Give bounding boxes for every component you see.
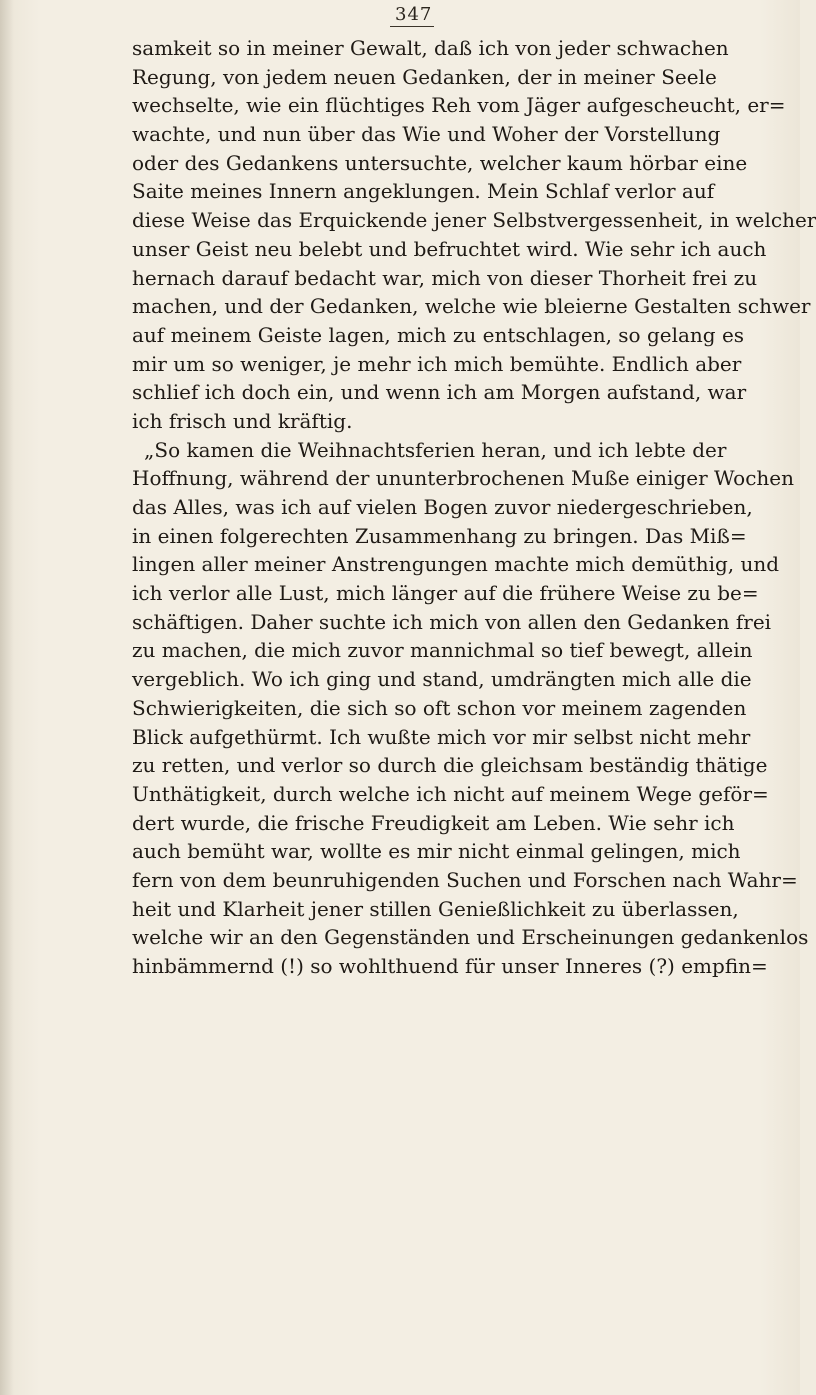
text-line: vergeblich. Wo ich ging und stand, umdrängten mich alle die: [132, 667, 752, 692]
page-number: 347: [395, 4, 433, 25]
text-line: zu machen, die mich zuvor mannichmal so tief bewegt, allein: [132, 638, 753, 663]
text-line: unser Geist neu belebt und befruchtet wird. Wie sehr ich auch: [132, 236, 767, 261]
text-line: zu retten, und verlor so durch die gleichsam beständig thätige: [132, 753, 768, 778]
text-line: machen, und der Gedanken, welche wie bleierne Gestalten schwer: [132, 294, 811, 319]
text-line: oder des Gedankens untersuchte, welcher kaum hörbar eine: [132, 150, 748, 175]
text-line: heit und Klarheit jener stillen Genießlichkeit zu überlassen,: [132, 896, 739, 921]
text-line: fern von dem beunruhigenden Suchen und Forschen nach Wahr=: [132, 867, 798, 892]
header-rule: [390, 26, 434, 27]
text-line: Schwierigkeiten, die sich so oft schon vor meinem zagenden: [132, 695, 747, 720]
text-line: ich verlor alle Lust, mich länger auf die frühere Weise zu be=: [132, 581, 759, 606]
text-line: hernach darauf bedacht war, mich von dieser Thorheit frei zu: [132, 265, 758, 290]
text-line: „So kamen die Weihnachtsferien heran, und ich lebte der: [144, 437, 727, 462]
text-line: dert wurde, die frische Freudigkeit am Leben. Wie sehr ich: [132, 810, 735, 835]
text-line: auf meinem Geiste lagen, mich zu entschlagen, so gelang es: [132, 322, 745, 347]
text-line: lingen aller meiner Anstrengungen machte mich demüthig, und: [132, 552, 780, 577]
text-line: Saite meines Innern angeklungen. Mein Schlaf verlor auf: [132, 179, 715, 204]
text-line: hinbämmernd (!) so wohlthuend für unser Inneres (?) empfin=: [132, 954, 768, 978]
text-line: Regung, von jedem neuen Gedanken, der in meiner Seele: [132, 64, 717, 89]
text-line: Blick aufgethürmt. Ich wußte mich vor mir selbst nicht mehr: [132, 724, 751, 749]
text-line: schäftigen. Daher suchte ich mich von allen den Gedanken frei: [132, 609, 772, 634]
text-line: das Alles, was ich auf vielen Bogen zuvor niedergeschrieben,: [132, 495, 753, 519]
body-text: [132, 34, 816, 981]
text-line: wachte, und nun über das Wie und Woher der Vorstellung: [132, 122, 721, 147]
text-line: ich frisch und kräftig.: [132, 408, 353, 433]
text-line: samkeit so in meiner Gewalt, daß ich von jeder schwachen: [132, 36, 729, 60]
text-line: auch bemüht war, wollte es mir nicht einmal gelingen, mich: [132, 839, 741, 864]
text-line: mir um so weniger, je mehr ich mich bemühte. Endlich aber: [132, 351, 742, 376]
text-line: in einen folgerechten Zusammenhang zu bringen. Das Miß=: [132, 523, 747, 548]
text-line: schlief ich doch ein, und wenn ich am Morgen aufstand, war: [132, 380, 747, 405]
text-line: welche wir an den Gegenständen und Erscheinungen gedankenlos: [132, 925, 809, 950]
binding-shadow: [0, 0, 14, 1395]
text-line: Hoffnung, während der ununterbrochenen Muße einiger Wochen: [132, 466, 795, 491]
text-line: Unthätigkeit, durch welche ich nicht auf meinem Wege geför=: [132, 781, 769, 806]
text-line: wechselte, wie ein flüchtiges Reh vom Jäger aufgescheucht, er=: [132, 93, 786, 118]
text-line: diese Weise das Erquickende jener Selbstvergessenheit, in welcher: [132, 208, 816, 233]
